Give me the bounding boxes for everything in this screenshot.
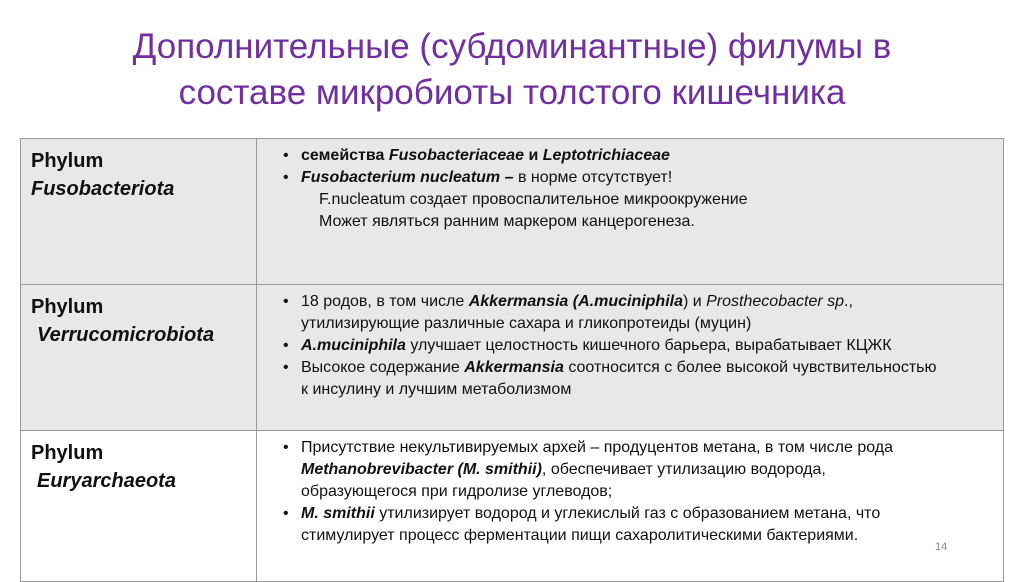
text-span: Methanobrevibacter (M. smithii) (301, 461, 542, 478)
phyla-table (20, 138, 1004, 582)
phylum-cell (21, 139, 257, 285)
text-span: к инсулину и лучшим метаболизмом (301, 381, 572, 398)
title-line-2: составе микробиоты толстого кишечника (178, 73, 846, 112)
bullet-list (279, 291, 993, 401)
description-cell (257, 285, 1004, 431)
text-span: ., (844, 293, 853, 310)
text-line: Может являться ранним маркером канцерогенеза. (319, 213, 695, 230)
table-row (21, 285, 1004, 431)
table-row (21, 139, 1004, 285)
text-span: в норме отсутствует! (513, 169, 673, 186)
text-span: M. smithii (301, 505, 375, 522)
text-span: Akkermansia (464, 359, 564, 376)
text-span: утилизирует водород и углекислый газ с образованием метана, что (374, 505, 881, 522)
text-span: семейства (301, 147, 389, 164)
text-span: Fusobacteriaceae (388, 147, 525, 164)
text-span: Prosthecobacter sp (706, 293, 845, 310)
phylum-cell (21, 431, 257, 582)
list-item (301, 335, 993, 357)
phylum-name: Fusobacteriota (31, 178, 175, 200)
text-span: улучшает целостность кишечного барьера, вырабатывает КЦЖК (405, 337, 892, 354)
text-span: стимулирует процесс ферментации пищи сахаролитическими бактериями. (301, 527, 859, 544)
table-row (21, 431, 1004, 582)
phylum-label: Phylum (31, 296, 104, 318)
phylum-cell (21, 285, 257, 431)
description-cell (257, 431, 1004, 582)
text-span: Присутствие некультивируемых архей – продуцентов метана, в том числе рода (301, 439, 893, 456)
list-item (301, 437, 993, 503)
page-number: 14 (935, 541, 948, 553)
list-item (301, 167, 993, 189)
list-item (301, 145, 993, 167)
text-span: ) и (683, 293, 707, 310)
text-span: 18 родов, в том числе (301, 293, 469, 310)
text-span: Leptotrichiaceae (542, 147, 670, 164)
slide-title (0, 24, 1024, 116)
list-item (301, 357, 993, 401)
text-span: Akkermansia (A.muciniphila (468, 293, 683, 310)
text-span: A.muciniphila (301, 337, 406, 354)
list-item (301, 291, 993, 335)
text-span: Fusobacterium nucleatum – (301, 169, 514, 186)
list-item (301, 503, 993, 547)
phylum-label: Phylum (31, 442, 104, 464)
phylum-name: Euryarchaeota (37, 470, 176, 492)
text-span: утилизирующие различные сахара и гликопротеиды (муцин) (301, 315, 752, 332)
phylum-name: Verrucomicrobiota (37, 324, 215, 346)
text-span: , обеспечивает утилизацию водорода, (541, 461, 826, 478)
text-span: соотносится с более высокой чувствительностью (563, 359, 937, 376)
bullet-list (279, 145, 993, 189)
phylum-label: Phylum (31, 150, 104, 172)
text-span: образующегося при гидролизе углеводов; (301, 483, 613, 500)
title-line-1: Дополнительные (субдоминантные) филумы в (132, 27, 892, 66)
bullet-list (279, 437, 993, 547)
text-line: F.nucleatum создает провоспалительное микроокружение (319, 191, 748, 208)
text-span: и (524, 147, 543, 164)
description-cell (257, 139, 1004, 285)
text-span: Высокое содержание (301, 359, 465, 376)
